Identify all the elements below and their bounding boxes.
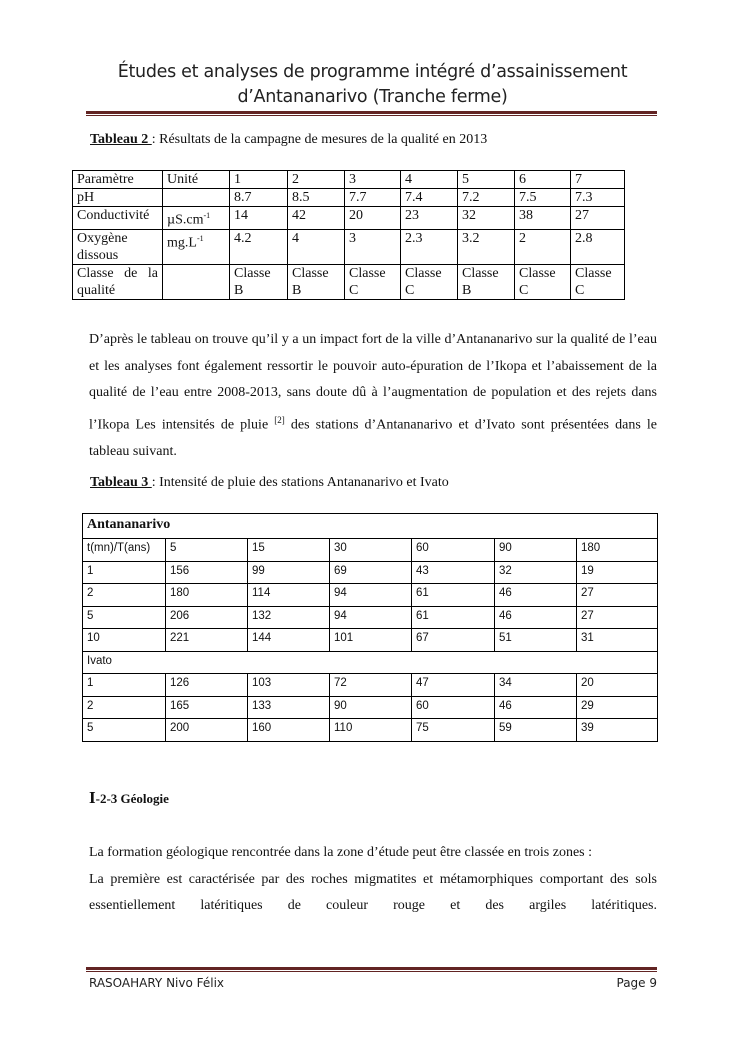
value-cell: 47 xyxy=(412,674,495,697)
value-cell: 1 xyxy=(83,674,166,697)
value-cell: Classe B xyxy=(458,264,515,299)
value-cell: 2 xyxy=(83,696,166,719)
header-cell: 2 xyxy=(288,171,345,189)
value-cell: 7.3 xyxy=(571,189,625,207)
unit-exponent: -1 xyxy=(196,233,204,243)
paragraph-geology: La formation géologique rencontrée dans la zone d’étude peut être classée en trois zones : La première est caractérisée par des roches migmatites et métamorphiques comportant des sols essentiellement latéritiques de couleur rouge et des argiles latéritiques. xyxy=(89,845,657,913)
table2-water-quality xyxy=(72,170,625,300)
station-antananarivo-row-cell: Antananarivo xyxy=(83,514,658,539)
value-cell: 7.2 xyxy=(458,189,515,207)
value-cell: 4 xyxy=(288,229,345,264)
value-cell: 23 xyxy=(401,207,458,230)
value-cell: 5 xyxy=(166,539,248,562)
value-cell: Classe C xyxy=(571,264,625,299)
value-cell: 46 xyxy=(495,584,577,607)
value-cell: 8.5 xyxy=(288,189,345,207)
param-cell: pH xyxy=(73,189,163,207)
value-cell: 15 xyxy=(248,539,330,562)
value-cell: 99 xyxy=(248,561,330,584)
table-row xyxy=(83,561,658,584)
table-row xyxy=(83,539,658,562)
value-cell: 180 xyxy=(166,584,248,607)
value-cell: 2.3 xyxy=(401,229,458,264)
value-cell: 2.8 xyxy=(571,229,625,264)
value-cell: 156 xyxy=(166,561,248,584)
table-row xyxy=(83,584,658,607)
table-row xyxy=(83,606,658,629)
value-cell: 101 xyxy=(330,629,412,652)
table3-caption: Tableau 3 : Intensité de pluie des stations Antananarivo et Ivato xyxy=(90,475,449,490)
value-cell: 165 xyxy=(166,696,248,719)
value-cell: 27 xyxy=(577,584,658,607)
value-cell: Classe C xyxy=(345,264,401,299)
table3-rain-intensity xyxy=(82,513,658,742)
unit-text: mg.L xyxy=(167,235,197,251)
value-cell: 110 xyxy=(330,719,412,742)
unit-cell xyxy=(163,229,230,264)
value-cell: 200 xyxy=(166,719,248,742)
value-cell: 46 xyxy=(495,696,577,719)
value-cell: 38 xyxy=(515,207,571,230)
header-cell: 1 xyxy=(230,171,288,189)
header-cell: Paramètre xyxy=(73,171,163,189)
paragraph-analysis: D’après le tableau on trouve qu’il y a un impact fort de la ville d’Antananarivo sur la qualité de l’eau et les analyses font également ressortir le pouvoir auto-épuration de l’Ikopa et l’abaissement de la qualité de l’eau entre 2008-2013, sans doute dû à l’augmentation de population et des rejets dans l’Ikopa Les intensités de pluie [2] des stations d’Antananarivo et d’Ivato sont présentées dans le tableau suivant. xyxy=(89,332,657,459)
station-ivato-row xyxy=(83,651,658,674)
value-cell: Classe B xyxy=(288,264,345,299)
value-cell: 132 xyxy=(248,606,330,629)
value-cell: 51 xyxy=(495,629,577,652)
header-title-line2: d’Antananarivo (Tranche ferme) xyxy=(237,87,508,107)
table-row xyxy=(73,229,625,264)
table-row xyxy=(73,189,625,207)
value-cell: 5 xyxy=(83,606,166,629)
table-row xyxy=(83,719,658,742)
unit-exponent: -1 xyxy=(203,211,211,220)
value-cell: 19 xyxy=(577,561,658,584)
table-header-row xyxy=(73,171,625,189)
value-cell: 61 xyxy=(412,606,495,629)
value-cell: 10 xyxy=(83,629,166,652)
station-ivato-row-cell: Ivato xyxy=(83,651,658,674)
table-row xyxy=(83,674,658,697)
value-cell: 29 xyxy=(577,696,658,719)
value-cell: 114 xyxy=(248,584,330,607)
section-heading-geologie: I-2-3 Géologie xyxy=(89,788,169,807)
value-cell: 67 xyxy=(412,629,495,652)
header-cell: 7 xyxy=(571,171,625,189)
header-cell: Unité xyxy=(163,171,230,189)
value-cell: 27 xyxy=(577,606,658,629)
value-cell: 72 xyxy=(330,674,412,697)
value-cell: 5 xyxy=(83,719,166,742)
header-rule xyxy=(86,111,657,116)
value-cell: Classe C xyxy=(515,264,571,299)
table-row xyxy=(83,629,658,652)
value-cell: 94 xyxy=(330,584,412,607)
value-cell: 160 xyxy=(248,719,330,742)
footer-rule xyxy=(86,967,657,972)
table2-caption: Tableau 2 : Résultats de la campagne de mesures de la qualité en 2013 xyxy=(90,132,488,147)
value-cell: 30 xyxy=(330,539,412,562)
value-cell: 3.2 xyxy=(458,229,515,264)
value-cell: 46 xyxy=(495,606,577,629)
value-cell: 60 xyxy=(412,696,495,719)
value-cell: 7.5 xyxy=(515,189,571,207)
param-cell: Conductivité xyxy=(73,207,163,230)
value-cell: 144 xyxy=(248,629,330,652)
value-cell: 39 xyxy=(577,719,658,742)
footer-author: RASOAHARY Nivo Félix xyxy=(89,976,225,990)
header-cell: 3 xyxy=(345,171,401,189)
value-cell: 20 xyxy=(345,207,401,230)
value-cell: 32 xyxy=(495,561,577,584)
value-cell: 60 xyxy=(412,539,495,562)
value-cell: 126 xyxy=(166,674,248,697)
station-antananarivo-row xyxy=(83,514,658,539)
value-cell: 180 xyxy=(577,539,658,562)
value-cell: 43 xyxy=(412,561,495,584)
header-cell: 6 xyxy=(515,171,571,189)
table-row xyxy=(73,264,625,299)
value-cell: 103 xyxy=(248,674,330,697)
value-cell: 8.7 xyxy=(230,189,288,207)
header-title-line1: Études et analyses de programme intégré d’assainissement xyxy=(117,62,628,82)
running-header xyxy=(0,60,745,110)
value-cell: 20 xyxy=(577,674,658,697)
unit-cell xyxy=(163,264,230,299)
value-cell: 90 xyxy=(330,696,412,719)
value-cell: 1 xyxy=(83,561,166,584)
value-cell: 31 xyxy=(577,629,658,652)
value-cell: 2 xyxy=(83,584,166,607)
value-cell: 7.4 xyxy=(401,189,458,207)
value-cell: 133 xyxy=(248,696,330,719)
param-cell: Oxygène dissous xyxy=(73,229,163,264)
value-cell: 221 xyxy=(166,629,248,652)
value-cell: 7.7 xyxy=(345,189,401,207)
value-cell: 34 xyxy=(495,674,577,697)
value-cell: 206 xyxy=(166,606,248,629)
footer-page-number: Page 9 xyxy=(616,976,657,990)
table-row xyxy=(83,696,658,719)
value-cell: 32 xyxy=(458,207,515,230)
value-cell: 27 xyxy=(571,207,625,230)
value-cell: 75 xyxy=(412,719,495,742)
header-cell: 4 xyxy=(401,171,458,189)
table-row xyxy=(73,207,625,230)
unit-cell xyxy=(163,207,230,230)
value-cell: 90 xyxy=(495,539,577,562)
reference-2: [2] xyxy=(274,414,285,425)
unit-cell xyxy=(163,189,230,207)
value-cell: Classe C xyxy=(401,264,458,299)
value-cell: 69 xyxy=(330,561,412,584)
value-cell: Classe B xyxy=(230,264,288,299)
value-cell: 42 xyxy=(288,207,345,230)
unit-text: µS.cm xyxy=(167,212,204,228)
value-cell: 3 xyxy=(345,229,401,264)
value-cell: 59 xyxy=(495,719,577,742)
value-cell: 2 xyxy=(515,229,571,264)
param-cell: Classe de la qualité xyxy=(73,264,163,299)
header-cell: 5 xyxy=(458,171,515,189)
value-cell: 14 xyxy=(230,207,288,230)
value-cell: t(mn)/T(ans) xyxy=(83,539,166,562)
value-cell: 94 xyxy=(330,606,412,629)
value-cell: 4.2 xyxy=(230,229,288,264)
value-cell: 61 xyxy=(412,584,495,607)
